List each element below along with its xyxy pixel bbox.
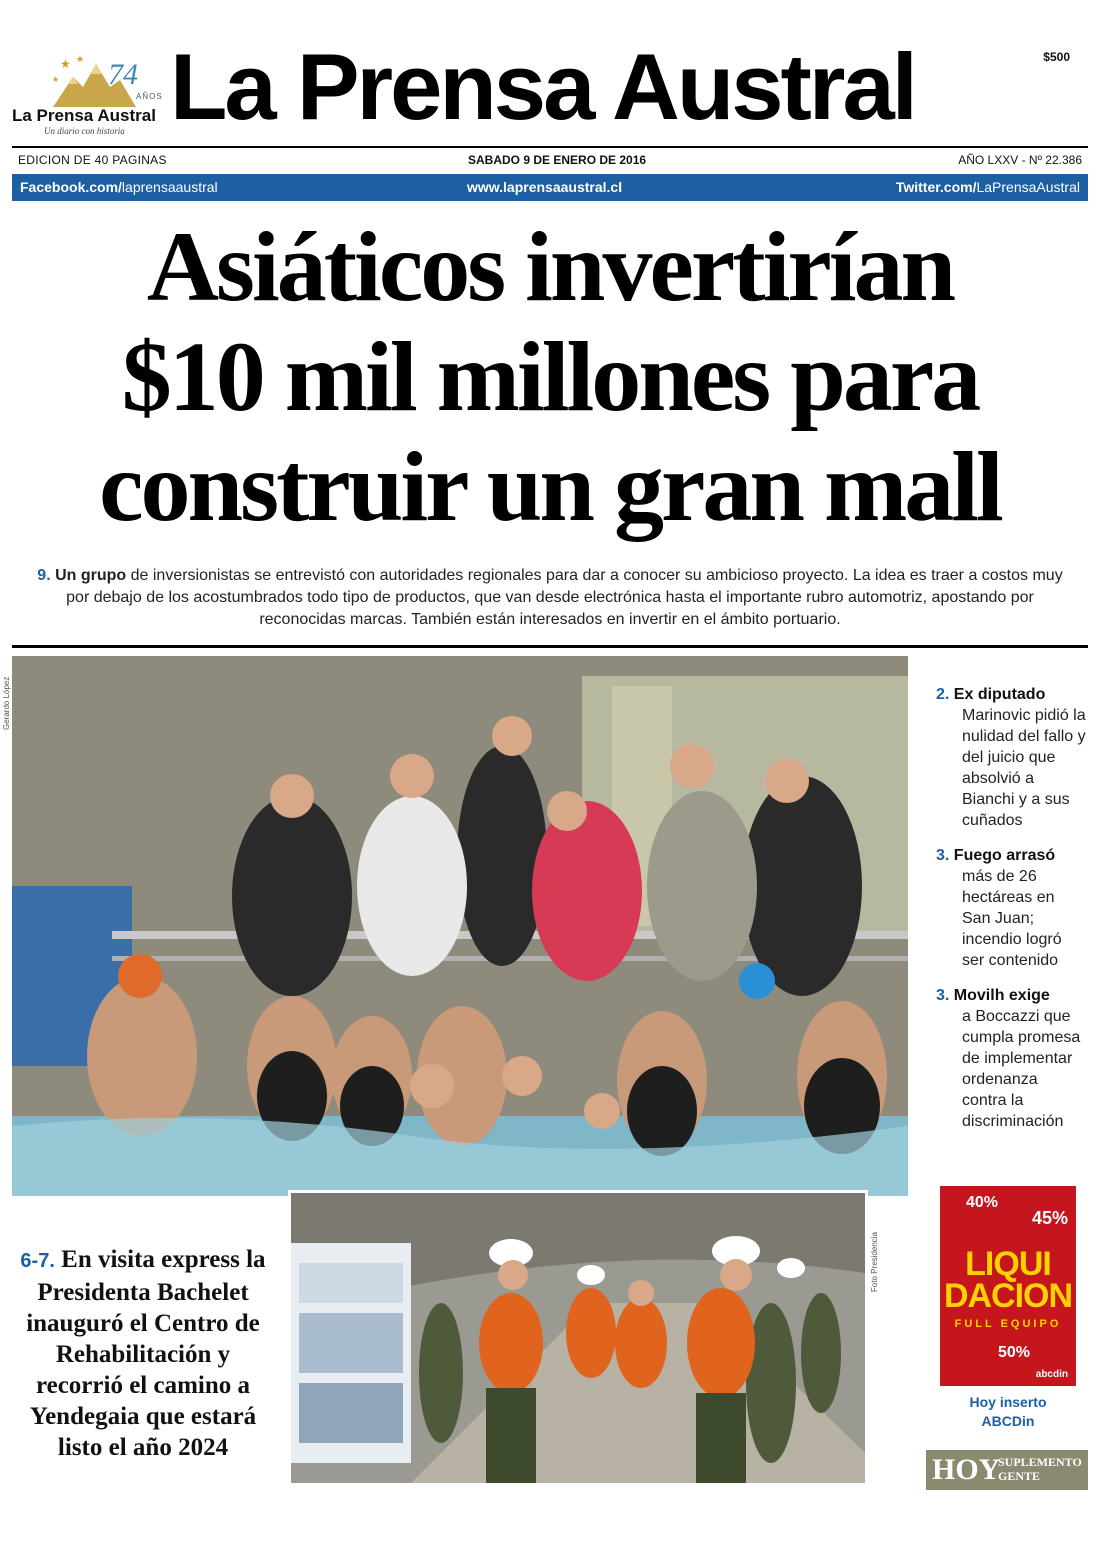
story-text: En visita express la Presidenta Bachelet inauguró el Centro de Rehabilitación y recorrió el camino a Yendegaia que estará listo el año 2024 (26, 1246, 266, 1461)
brief-body: más de 26 hectáreas en San Juan; incendio logró ser contenido (962, 868, 1062, 969)
ad-caption-line-1: Hoy inserto (969, 1394, 1047, 1410)
ad-discount-3: 50% (998, 1344, 1031, 1361)
issue-info-row (18, 153, 1082, 169)
ad-headline (940, 1245, 1076, 1315)
ad-caption-line-2: ABCDin (981, 1413, 1035, 1429)
social-bar (12, 174, 1088, 201)
road-visit-photo (291, 1193, 865, 1483)
lead-in: Un grupo (55, 567, 127, 584)
secondary-photo-credit: Foto Presidencia (870, 1231, 879, 1292)
headline-line-2: $10 mil millones para (121, 321, 979, 432)
supplement-label (998, 1455, 1082, 1483)
ad-brand-logo: abcdin (1035, 1369, 1068, 1380)
brief-title: Fuego arrasó (953, 847, 1056, 864)
brief-item[interactable] (936, 985, 1086, 1132)
twitter-link[interactable] (896, 179, 1080, 195)
logo-tagline: Un diario con historia (44, 126, 125, 136)
supplement-badge[interactable] (926, 1450, 1088, 1490)
lead-page-ref: 9. (37, 567, 51, 584)
ad-headline-line-2: DACION (943, 1277, 1073, 1315)
news-briefs (936, 684, 1086, 1146)
main-headline (0, 212, 1100, 542)
supplement-label-line-2: GENTE (998, 1469, 1041, 1483)
ad-subline: FULL EQUIPO (954, 1318, 1062, 1330)
newspaper-title: La Prensa Austral (170, 34, 915, 139)
brief-title: Movilh exige (953, 987, 1050, 1004)
story-page-ref: 6-7. (20, 1250, 55, 1272)
brief-body: a Boccazzi que cumpla promesa de implementar ordenanza contra la discriminación (962, 1008, 1081, 1130)
secondary-photo (288, 1190, 868, 1486)
svg-text:★: ★ (60, 57, 71, 71)
brief-title: Ex diputado (953, 686, 1046, 703)
logo-name: La Prensa Austral (12, 106, 156, 125)
anniversary-number: 74 (108, 58, 138, 91)
brief-page-ref: 3. (936, 847, 950, 864)
main-photo (12, 656, 908, 1196)
ad-discount-2: 45% (1031, 1208, 1068, 1228)
issue-date: SABADO 9 DE ENERO DE 2016 (468, 153, 647, 167)
anniversary-unit: AÑOS (136, 92, 163, 101)
brief-item[interactable] (936, 684, 1086, 831)
ad-discount-1: 40% (966, 1194, 999, 1211)
lead-paragraph (30, 565, 1070, 631)
website-link[interactable]: www.laprensaaustral.cl (467, 179, 623, 195)
headline-line-1: Asiáticos invertirían (146, 211, 954, 322)
brief-page-ref: 2. (936, 686, 950, 703)
facebook-handle: laprensaaustral (121, 179, 218, 195)
lead-divider (12, 645, 1088, 648)
main-photo-credit: Gerardo López (2, 676, 11, 730)
svg-text:★: ★ (52, 75, 60, 84)
lead-text: de inversionistas se entrevistó con autoridades regionales para dar a conocer su ambicioso proyecto. La idea es traer a costos muy por debajo de los acostumbrados todo tipo de productos, que van desde electrónica hasta el importante rubro automotriz, apostando por reconocidas marcas. También están interesados en invertir en el ámbito portuario. (66, 567, 1063, 628)
brief-body: Marinovic pidió la nulidad del fallo y del juicio que absolvió a Bianchi y a sus cuñados (962, 707, 1086, 829)
issue-number: AÑO LXXV - Nº 22.386 (958, 153, 1082, 167)
headline-line-3: construir un gran mall (99, 431, 1001, 542)
brief-page-ref: 3. (936, 987, 950, 1004)
supplement-label-line-1: SUPLEMENTO (998, 1455, 1082, 1469)
liquidation-ad[interactable] (940, 1186, 1076, 1386)
twitter-prefix: Twitter.com/ (895, 179, 977, 195)
cover-price: $500 (1043, 50, 1070, 64)
supplement-hoy: HOY (932, 1453, 1001, 1486)
facebook-link[interactable] (20, 179, 218, 195)
svg-text:★: ★ (76, 54, 85, 64)
ad-caption (940, 1393, 1076, 1431)
facebook-prefix: Facebook.com/ (20, 179, 122, 195)
story-teaser[interactable] (12, 1244, 274, 1463)
masthead-divider (12, 146, 1088, 148)
brief-item[interactable] (936, 845, 1086, 971)
edition-pages: EDICION DE 40 PAGINAS (18, 153, 167, 167)
pool-group-photo (12, 656, 908, 1196)
anniversary-logo (12, 52, 172, 137)
ad-headline-line-1: LIQUI (965, 1245, 1051, 1283)
twitter-handle: LaPrensaAustral (976, 179, 1080, 195)
